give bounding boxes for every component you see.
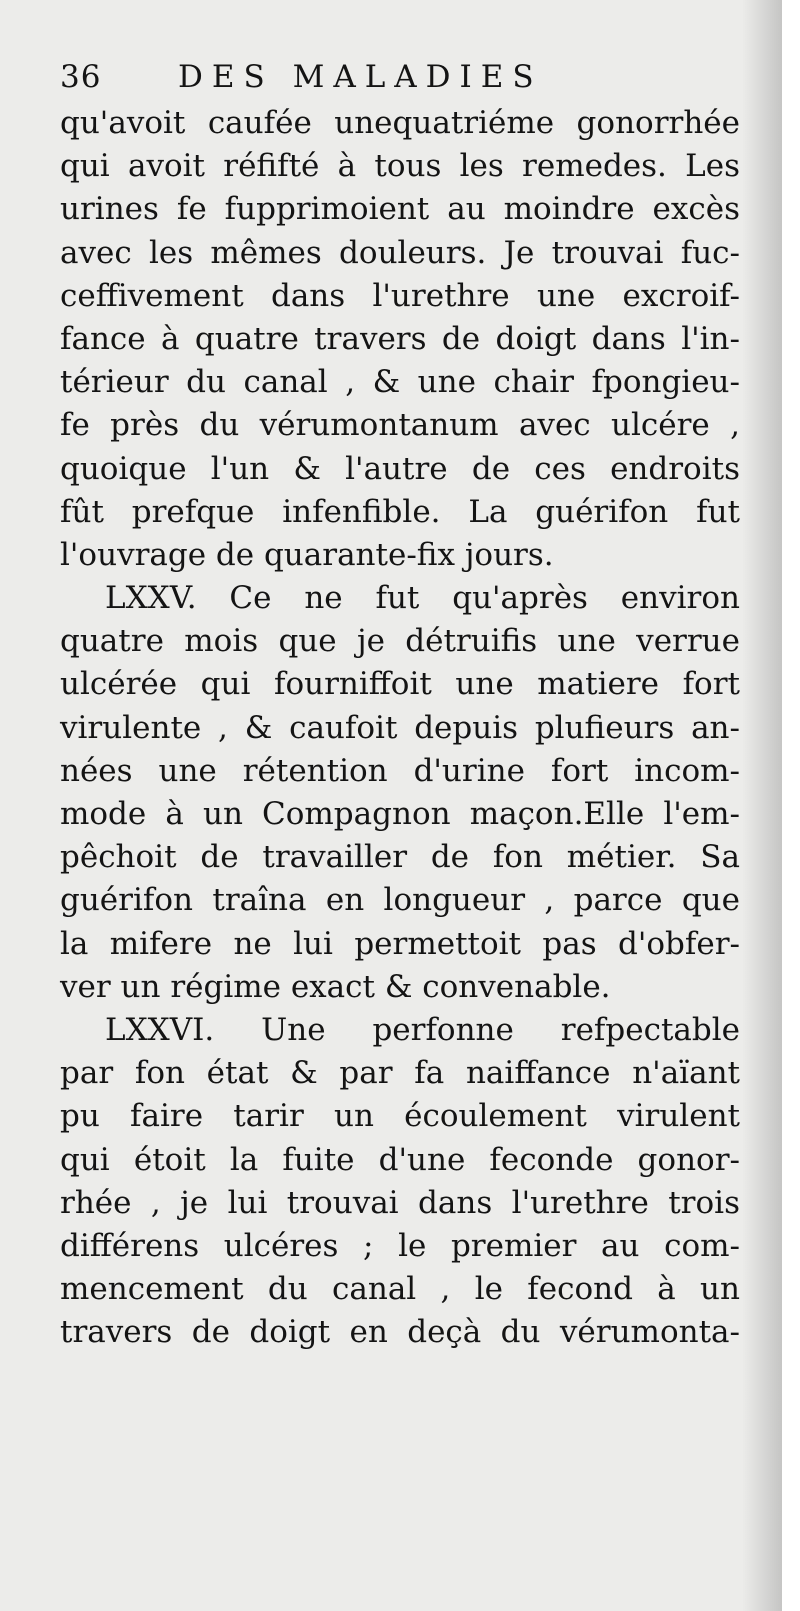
paragraph-end-line: ver un régime exact & convenable.	[60, 968, 611, 1005]
running-title: DES MALADIES	[178, 59, 543, 95]
text-line: nées une rétention d'urine fort incom-	[60, 752, 740, 789]
text-line: quatre mois que je détruifis une verrue	[60, 623, 740, 660]
text-line: pu faire tarir un écoulement virulent	[60, 1098, 740, 1135]
text-line: qui étoit la fuite d'une feconde gonor-	[60, 1141, 740, 1178]
text-line: ceffivement dans l'urethre une excroif-	[60, 277, 740, 314]
paragraph-end-line: l'ouvrage de quarante-fix jours.	[60, 536, 554, 573]
text-line: pêchoit de travailler de fon métier. Sa	[60, 839, 740, 876]
text-line: térieur du canal , & une chair fpongieu-	[60, 364, 740, 401]
page-header	[60, 52, 740, 102]
text-line: par fon état & par fa naiffance n'aïant	[60, 1055, 740, 1092]
text-line: mode à un Compagnon maçon.Elle l'em-	[60, 796, 740, 832]
text-line: ulcérée qui fourniffoit une matiere fort	[60, 666, 740, 703]
text-line: qui avoit réfifté à tous les remedes. Les	[60, 148, 740, 185]
text-line: guérifon traîna en longueur , parce que	[60, 882, 740, 919]
section-lxxv-first-line: LXXV. Ce ne fut qu'après environ	[105, 580, 740, 617]
text-line: fût prefque infenfible. La guérifon fut	[60, 493, 740, 530]
section-lxxvi-first-line: LXXVI. Une perfonne refpectable	[105, 1011, 740, 1048]
text-line: différens ulcéres ; le premier au com-	[60, 1227, 740, 1264]
text-line: avec les mêmes douleurs. Je trouvai fuc-	[60, 234, 740, 271]
text-line: virulente , & caufoit depuis plufieurs an-	[60, 709, 740, 746]
text-line: travers de doigt en deçà du vérumonta-	[60, 1314, 740, 1351]
page-edge-shadow	[742, 0, 782, 1611]
text-line: qu'avoit caufée unequatriéme gonorrhée	[60, 105, 740, 141]
page-number: 36	[60, 59, 102, 95]
text-line: quoique l'un & l'autre de ces endroits	[60, 450, 740, 487]
text-line: urines fe fupprimoient au moindre excès	[60, 191, 740, 228]
text-line: fe près du vérumontanum avec ulcére ,	[60, 407, 740, 444]
page-text	[60, 52, 740, 1354]
text-line: la mifere ne lui permettoit pas d'obfer-	[60, 925, 740, 962]
text-line: fance à quatre travers de doigt dans l'in-	[60, 320, 740, 357]
text-line: rhée , je lui trouvai dans l'urethre trois	[60, 1184, 740, 1221]
text-line: mencement du canal , le fecond à un	[60, 1271, 740, 1308]
